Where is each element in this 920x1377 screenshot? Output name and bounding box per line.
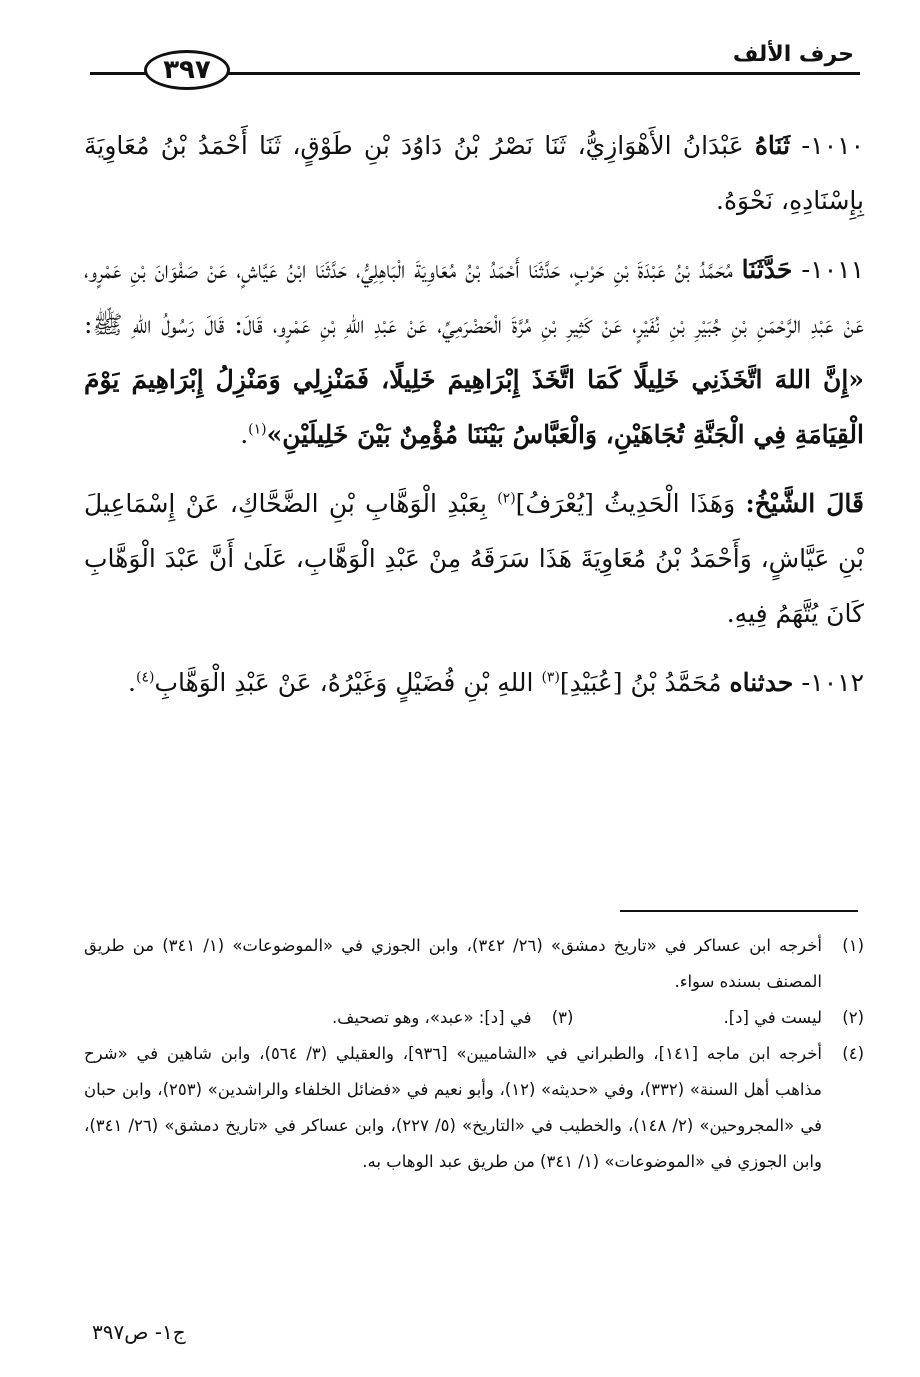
main-text	[84, 118, 864, 724]
transmission-lead: حَدَّثَنَا	[741, 255, 793, 284]
footnote-text: في [د]: «عبد»، وهو تصحيف.	[332, 1008, 532, 1027]
hadith-1011	[84, 242, 864, 462]
hadith-number: ١٠١٢-	[801, 668, 864, 697]
footnote-text: ليست في [د].	[723, 1008, 822, 1027]
comment-text-a: وَهَذَا الْحَدِيثُ [يُعْرَفُ]	[515, 489, 736, 518]
hadith-text-b: اللهِ بْنِ فُضَيْلٍ وَغَيْرُهُ، عَنْ عَبْدِ الْوَهَّابِ	[154, 668, 534, 697]
hadith-matn: «إِنَّ اللهَ اتَّخَذَنِي خَلِيلًا كَمَا اتَّخَذَ إِبْرَاهِيمَ خَلِيلًا، فَمَنْزِلِي وَمَنْزِلُ إِبْرَاهِيمَ يَوْمَ الْقِيَامَةِ فِي الْجَنَّةِ تُجَاهَيْنِ، وَالْعَبَّاسُ بَيْنَنَا مُؤْمِنٌ بَيْنَ خَلِيلَيْنِ»	[84, 365, 864, 449]
hadith-number: ١٠١١-	[801, 255, 864, 284]
footnote-4	[84, 1036, 864, 1180]
hadith-text: عَبْدَانُ الأَهْوَازِيُّ، ثَنَا نَصْرُ بْنُ دَاوُدَ بْنِ طَوْقٍ، ثَنَا أَحْمَدُ بْنُ مُعَاوِيَةَ بِإِسْنَادِهِ، نَحْوَهُ.	[84, 131, 864, 215]
volume-page-reference: ج١- ص٣٩٧	[92, 1320, 186, 1344]
page-header	[90, 28, 860, 98]
footnote-ref-4[interactable]: (٤)	[136, 669, 155, 686]
footnote-mark: (١)	[842, 936, 864, 955]
transmission-lead: ثَنَاهُ	[754, 131, 791, 160]
transmission-lead: حدثناه	[729, 668, 794, 697]
chapter-title: حرف الألف	[732, 42, 854, 67]
footnote-ref-2[interactable]: (٢)	[497, 490, 516, 507]
footnote-ref-1[interactable]: (١)	[248, 421, 267, 438]
footnote-3	[332, 1000, 573, 1036]
footnote-mark: (٣)	[551, 1008, 574, 1027]
footnote-mark: (٢)	[842, 1008, 864, 1027]
footnote-ref-3[interactable]: (٣)	[541, 669, 560, 686]
footnote-text: أخرجه ابن عساكر في «تاريخ دمشق» (٢٦/ ٣٤٢)، وابن الجوزي في «الموضوعات» (١/ ٣٤١) من طريق المصنف بسنده سواء.	[84, 936, 822, 991]
footnotes	[84, 928, 864, 1180]
footnote-divider	[620, 910, 858, 912]
sentence-end: .	[240, 420, 249, 449]
hadith-1010	[84, 118, 864, 228]
footnotes-2-3-row	[84, 1000, 864, 1036]
sheikh-lead: قَالَ الشَّيْخُ:	[745, 489, 864, 518]
sheikh-comment	[84, 476, 864, 641]
isnad-text: مُحَمَّدُ بْنُ عَبْدَةَ بْنِ حَرْبٍ، حَدَّثَنَا أَحْمَدُ بْنُ مُعَاوِيَةَ الْبَاهِلِيُّ، حَدَّثَنَا ابْنُ عَيَّاشٍ، عَنْ صَفْوَانَ بْنِ عَمْرٍو، عَنْ عَبْدِ الرَّحْمَنِ بْنِ جُبَيْرِ بْنِ نُفَيْرٍ، عَنْ كَثِيرِ بْنِ مُرَّةَ الْحَضْرَمِيِّ، عَنْ عَبْدِ اللهِ بْنِ عَمْرٍو، قَالَ: قَالَ رَسُولُ اللهِ ﷺ:	[84, 255, 864, 339]
footnote-text: أخرجه ابن ماجه [١٤١]، والطبراني في «الشاميين» [٩٣٦]، والعقيلي (٣/ ٥٦٤)، وابن شاهين في «شرح مذاهب أهل السنة» (٣٣٢)، وفي «حديثه» (١٢)، وأبو نعيم في «فضائل الخلفاء والراشدين» (٢٥٣)، وابن حبان في «المجروحين» (٢/ ١٤٨)، والخطيب في «التاريخ» (٥/ ٢٢٧)، وابن عساكر في «تاريخ دمشق» (٢٦/ ٣٤١)، وابن الجوزي في «الموضوعات» (١/ ٣٤١) من طريق عبد الوهاب به.	[84, 1044, 822, 1171]
page-number-badge: ٣٩٧	[144, 50, 230, 90]
hadith-text-a: مُحَمَّدُ بْنُ [عُبَيْدِ]	[559, 668, 722, 697]
sentence-end: .	[128, 668, 136, 697]
footnote-mark: (٤)	[842, 1044, 864, 1063]
footnote-1	[84, 928, 864, 1000]
hadith-number: ١٠١٠-	[801, 131, 864, 160]
hadith-1012	[84, 655, 864, 710]
comment-text-b: بِعَبْدِ الْوَهَّابِ بْنِ الضَّحَّاكِ، عَنْ إِسْمَاعِيلَ بْنِ عَيَّاشٍ، وَأَحْمَدُ بْنُ مُعَاوِيَةَ هَذَا سَرَقَهُ مِنْ عَبْدِ الْوَهَّابِ، عَلَىٰ أَنَّ عَبْدَ الْوَهَّابِ كَانَ يُتَّهَمُ فِيهِ.	[84, 489, 864, 628]
footnote-2	[723, 1000, 864, 1036]
